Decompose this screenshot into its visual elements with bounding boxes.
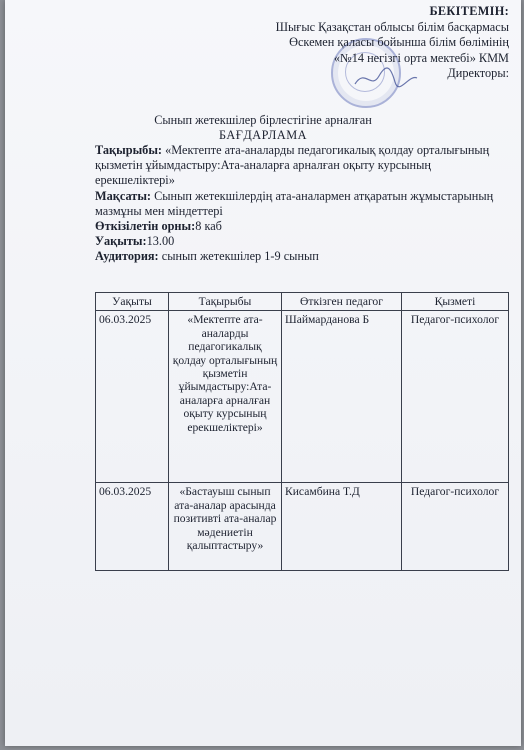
topic-value: «Мектепте ата-аналарды педагогикалық қолдау орталығының қызметін ұйымдастыру:Ата-аналарға арналған оқыту курсының ерекшеліктері» <box>95 143 490 188</box>
place-line <box>95 219 505 234</box>
position-cell: Педагог-психолог <box>402 311 509 483</box>
program-title: БАҒДАРЛАМА <box>218 128 308 142</box>
column-header-topic: Тақырыбы <box>169 293 282 311</box>
document-page <box>5 0 521 746</box>
approval-line: Директоры: <box>447 66 509 80</box>
position-cell: Педагог-психолог <box>402 483 509 571</box>
goal-line <box>95 189 505 219</box>
column-header-time: Уақыты <box>96 293 169 311</box>
column-header-teacher: Өткізген педагог <box>282 293 402 311</box>
teacher-cell: Шаймарданова Б <box>282 311 402 483</box>
goal-value: Сынып жетекшілердің ата-аналармен атқаратын жұмыстарының мазмұны мен міндеттері <box>95 188 494 218</box>
date-cell: 06.03.2025 <box>96 483 169 571</box>
program-header <box>5 113 521 143</box>
approval-line: «№14 негізгі орта мектебі» КММ <box>333 50 509 65</box>
approval-heading: БЕКІТЕМІН: <box>429 4 509 18</box>
table-header-row <box>96 293 509 311</box>
table-row <box>96 311 509 483</box>
audience-label: Аудитория: <box>95 249 159 264</box>
topic-line <box>95 143 505 189</box>
topic-cell: «Бастауыш сынып ата-аналар арасында позитивті ата-аналар мәдениетін қалыптастыру» <box>169 483 282 571</box>
teacher-cell: Кисамбина Т.Д <box>282 483 402 571</box>
table-row <box>96 483 509 571</box>
schedule-table <box>95 292 509 571</box>
topic-cell: «Мектепте ата-аналарды педагогикалық қолдау орталығының қызметін ұйымдастыру:Ата-аналарға арналған оқыту курсының ерекшеліктері» <box>169 311 282 483</box>
goal-label: Мақсаты: <box>95 188 152 203</box>
topic-label: Тақырыбы: <box>95 143 163 157</box>
approval-block <box>239 4 509 82</box>
time-label: Уақыты: <box>95 234 147 249</box>
approval-line: Шығыс Қазақстан облысы білім басқармасы <box>275 19 509 34</box>
place-label: Өткізілетін орны: <box>95 219 196 234</box>
date-cell: 06.03.2025 <box>96 311 169 483</box>
program-subtitle: Сынып жетекшілер бірлестігіне арналған <box>154 113 372 127</box>
audience-line <box>95 249 505 264</box>
program-info <box>95 143 505 265</box>
audience-value: сынып жетекшілер 1-9 сынып <box>161 249 319 264</box>
column-header-position: Қызметі <box>402 293 509 311</box>
place-value: 8 каб <box>195 219 222 234</box>
time-value: 13.00 <box>146 234 175 249</box>
approval-line: Өскемен қаласы бойынша білім бөлімінің <box>289 35 509 49</box>
time-line <box>95 234 505 249</box>
